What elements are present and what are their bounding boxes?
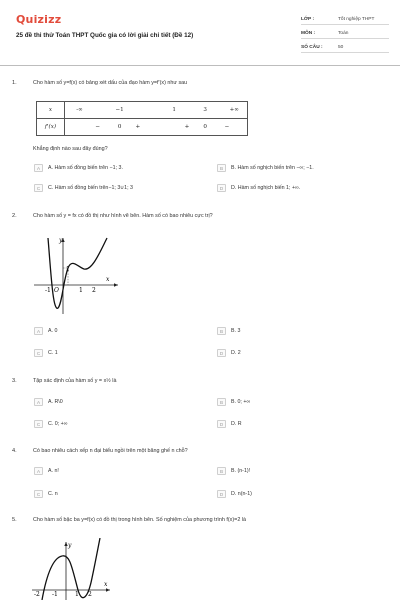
option-letter-box: A [34, 398, 43, 406]
option-letter-box: C [34, 184, 43, 192]
option-d[interactable] [217, 184, 300, 192]
x-tick-label: -1 [45, 287, 51, 294]
y-tick-label: 1 [66, 266, 70, 273]
meta-key: LỚP : [301, 16, 315, 22]
option-label: A. Hàm số đồng biến trên −1; 3. [48, 165, 123, 171]
option-d[interactable] [217, 349, 241, 357]
y-axis-label: y [59, 237, 63, 244]
option-label: D. n(n-1) [231, 491, 252, 497]
x-value: +∞ [229, 107, 239, 113]
question-number: 1. [12, 80, 17, 86]
option-b[interactable] [217, 164, 314, 172]
question-number: 2. [12, 213, 17, 219]
graph-curve [48, 238, 107, 308]
option-d[interactable] [217, 420, 242, 428]
option-letter-box: B [217, 327, 226, 335]
option-letter-box: C [34, 490, 43, 498]
option-a[interactable] [34, 398, 63, 406]
option-b[interactable] [217, 467, 250, 475]
sign-table [36, 101, 248, 136]
option-label: C. n [48, 491, 58, 497]
option-letter-box: A [34, 327, 43, 335]
function-graph [34, 234, 120, 314]
header-divider [0, 65, 400, 66]
option-d[interactable] [217, 490, 252, 498]
option-c[interactable] [34, 184, 133, 192]
question-text: Cho hàm số y = fx có đồ thị như hình vẽ bên. Hàm số có bao nhiêu cực trị? [33, 213, 213, 219]
option-label: C. Hàm số đồng biến trên−1; 3∪1; 3 [48, 185, 133, 191]
meta-value: 50 [338, 44, 344, 50]
option-letter-box: C [34, 420, 43, 428]
sign-value: 0 [117, 124, 122, 130]
option-letter-box: D [217, 420, 226, 428]
option-label: C. 1 [48, 350, 58, 356]
option-label: D. Hàm số nghịch biến 1; +∞. [231, 185, 301, 191]
question-text: Cho hàm số bậc ba y=f(x) có đồ thị trong hình bên. Số nghiệm của phương trình f(x)=2 là [33, 517, 247, 523]
option-letter-box: A [34, 164, 43, 172]
meta-panel [301, 14, 389, 56]
question-number: 3. [12, 378, 17, 384]
option-a[interactable] [34, 327, 57, 335]
sign-table-x-row [65, 102, 248, 119]
option-label: B. 0; +∞ [231, 399, 251, 405]
x-axis-arrow [106, 588, 110, 591]
quizizz-logo: Quizizz [16, 13, 62, 26]
option-letter-box: B [217, 164, 226, 172]
question-number: 4. [12, 448, 17, 454]
option-letter-box: A [34, 467, 43, 475]
sign-value: + [184, 124, 190, 130]
option-label: B. Hàm số nghịch biến trên −∞; −1. [231, 165, 314, 171]
question-text: Tập xác định của hàm số y = x½ là [33, 378, 117, 384]
option-label: B. 3 [231, 328, 241, 334]
page-title: 25 đề thi thử Toán THPT Quốc gia có lời giải chi tiết (Đề 12) [16, 32, 194, 39]
option-letter-box: C [34, 349, 43, 357]
x-axis-label: x [104, 581, 108, 588]
option-letter-box: D [217, 490, 226, 498]
x-tick-label: -1 [52, 591, 58, 598]
option-a[interactable] [34, 467, 59, 475]
origin-label: O [54, 287, 59, 294]
x-tick-label: 1 [79, 287, 83, 294]
x-value: −1 [115, 107, 124, 113]
x-value: 1 [172, 107, 176, 113]
meta-row-count [301, 42, 389, 53]
option-label: A. n! [48, 468, 59, 474]
sign-table-x-head: x [37, 102, 65, 119]
question-text: Cho hàm số y=f(x) có bảng xét dấu của đạo hàm y=f'(x) như sau [33, 80, 188, 86]
sign-table-sign-row [65, 119, 248, 136]
option-b[interactable] [217, 398, 250, 406]
option-letter-box: D [217, 184, 226, 192]
x-tick-label: -2 [34, 591, 40, 598]
option-label: D. 2 [231, 350, 241, 356]
option-label: C. 0; +∞ [48, 421, 68, 427]
option-a[interactable] [34, 164, 123, 172]
y-axis-label: y [68, 542, 72, 549]
sign-value: 0 [203, 124, 207, 130]
meta-value: Toán [338, 30, 349, 36]
x-axis-arrow [114, 283, 118, 286]
option-letter-box: D [217, 349, 226, 357]
option-letter-box: B [217, 467, 226, 475]
option-label: A. 0 [48, 328, 58, 334]
x-tick-label: 1 [75, 591, 79, 598]
sign-value: − [224, 124, 230, 130]
option-label: B. (n-1)! [231, 468, 251, 474]
x-value: 3 [203, 107, 207, 113]
question-number: 5. [12, 517, 17, 523]
x-tick-label: 2 [88, 591, 92, 598]
function-graph [32, 538, 112, 600]
meta-key: MÔN : [301, 30, 316, 36]
option-b[interactable] [217, 327, 240, 335]
question-subtext: Khẳng định nào sau đây đúng? [33, 146, 108, 152]
meta-value: Tốt nghiệp THPT [338, 16, 375, 22]
sign-value: + [135, 124, 141, 130]
meta-key: SỐ CÂU : [301, 44, 323, 50]
question-text: Có bao nhiêu cách xếp n đại biểu ngồi trên một băng ghế n chỗ? [33, 448, 188, 454]
sign-value: − [95, 124, 101, 130]
option-letter-box: B [217, 398, 226, 406]
meta-row-class [301, 14, 389, 25]
x-tick-label: 2 [92, 287, 96, 294]
option-c[interactable] [34, 490, 58, 498]
option-c[interactable] [34, 420, 68, 428]
x-value: -∞ [76, 107, 83, 113]
x-axis-label: x [106, 276, 110, 283]
option-label: D. R [231, 421, 242, 427]
option-c[interactable] [34, 349, 58, 357]
option-label: A. R\0 [48, 399, 63, 405]
sign-table-f-head: f'(x) [37, 119, 65, 136]
meta-row-subject [301, 28, 389, 39]
